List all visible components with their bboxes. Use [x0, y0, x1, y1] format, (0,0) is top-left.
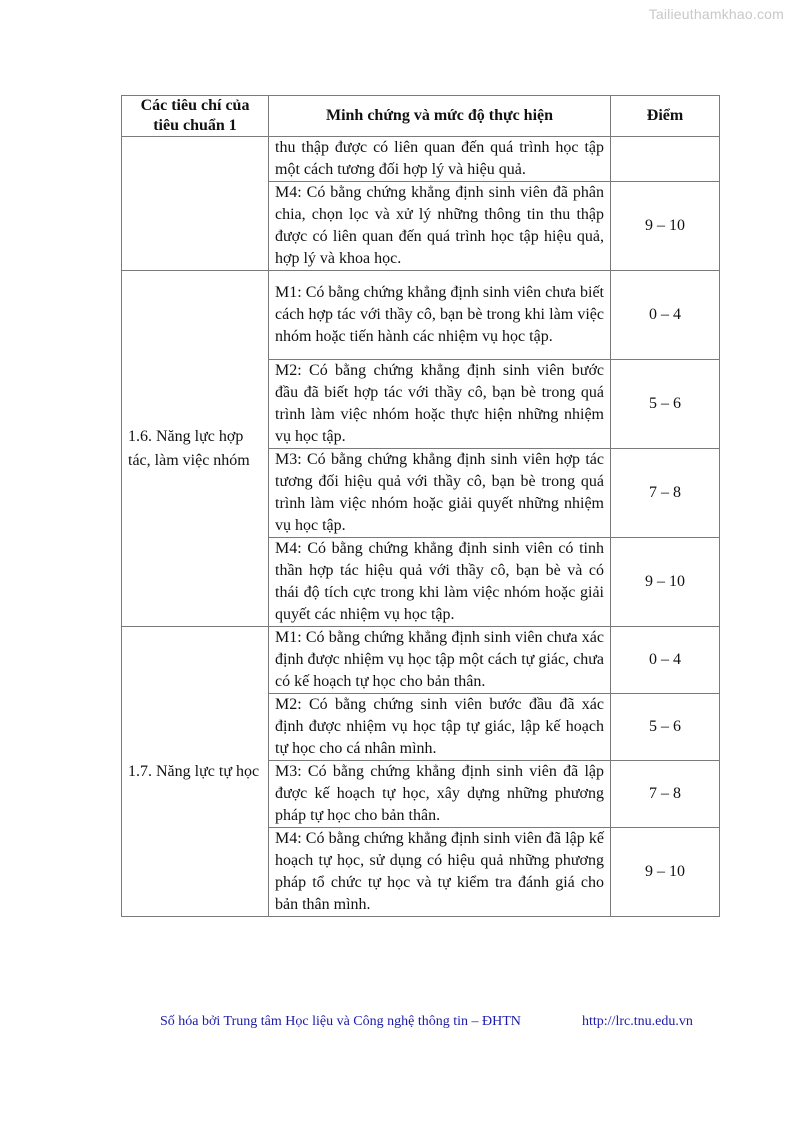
evidence-cell: M4: Có bằng chứng khẳng định sinh viên đã lập kế hoạch tự học, sử dụng có hiệu quả những phương pháp tổ chức tự học và tự kiểm tra đánh giá cho bản thân mình. [269, 828, 611, 917]
table-row [122, 627, 720, 694]
criterion-cell: 1.6. Năng lực hợp tác, làm việc nhóm [122, 271, 269, 627]
score-cell: 9 – 10 [611, 538, 720, 627]
header-evidence: Minh chứng và mức độ thực hiện [269, 96, 611, 137]
criterion-cell: 1.7. Năng lực tự học [122, 627, 269, 917]
table-row [122, 271, 720, 360]
evidence-cell: M1: Có bằng chứng khẳng định sinh viên chưa xác định được nhiệm vụ học tập một cách tự giác, chưa có kế hoạch tự học cho bản thân. [269, 627, 611, 694]
footer-credit: Số hóa bởi Trung tâm Học liệu và Công nghệ thông tin – ĐHTN [160, 1014, 521, 1029]
evidence-cell: thu thập được có liên quan đến quá trình học tập một cách tương đối hợp lý và hiệu quả. [269, 137, 611, 182]
score-cell: 0 – 4 [611, 627, 720, 694]
score-cell: 5 – 6 [611, 360, 720, 449]
score-cell [611, 137, 720, 182]
watermark: Tailieuthamkhao.com [648, 6, 784, 22]
evidence-cell: M2: Có bằng chứng sinh viên bước đầu đã xác định được nhiệm vụ học tập tự giác, lập kế hoạch tự học cho cá nhân mình. [269, 694, 611, 761]
score-cell: 7 – 8 [611, 761, 720, 828]
evidence-cell: M1: Có bằng chứng khẳng định sinh viên chưa biết cách hợp tác với thầy cô, bạn bè trong khi làm việc nhóm hoặc tiến hành các nhiệm vụ học tập. [269, 271, 611, 360]
header-score: Điểm [611, 96, 720, 137]
evidence-cell: M3: Có bằng chứng khẳng định sinh viên đã lập được kế hoạch tự học, xây dựng những phương pháp tự học cho bản thân. [269, 761, 611, 828]
header-criteria: Các tiêu chí của tiêu chuẩn 1 [122, 96, 269, 137]
score-cell: 7 – 8 [611, 449, 720, 538]
score-cell: 9 – 10 [611, 182, 720, 271]
criteria-table [121, 95, 720, 917]
evidence-cell: M4: Có bằng chứng khẳng định sinh viên đã phân chia, chọn lọc và xử lý những thông tin thu thập được có liên quan đến quá trình học tập hiệu quả, hợp lý và khoa học. [269, 182, 611, 271]
table-row [122, 137, 720, 182]
footer-url: http://lrc.tnu.edu.vn [582, 1014, 693, 1029]
score-cell: 0 – 4 [611, 271, 720, 360]
score-cell: 9 – 10 [611, 828, 720, 917]
score-cell: 5 – 6 [611, 694, 720, 761]
evidence-cell: M3: Có bằng chứng khẳng định sinh viên hợp tác tương đối hiệu quả với thầy cô, bạn bè trong quá trình làm việc nhóm hoặc giải quyết những nhiệm vụ học tập. [269, 449, 611, 538]
table-header-row [122, 96, 720, 137]
evidence-cell: M2: Có bằng chứng khẳng định sinh viên bước đầu đã biết hợp tác với thầy cô, bạn bè trong quá trình làm việc nhóm hoặc thực hiện những nhiệm vụ học tập. [269, 360, 611, 449]
evidence-cell: M4: Có bằng chứng khẳng định sinh viên có tinh thần hợp tác hiệu quả với thầy cô, bạn bè và có thái độ tích cực trong khi làm việc nhóm hoặc giải quyết các nhiệm vụ học tập. [269, 538, 611, 627]
criterion-cell-continued [122, 137, 269, 271]
